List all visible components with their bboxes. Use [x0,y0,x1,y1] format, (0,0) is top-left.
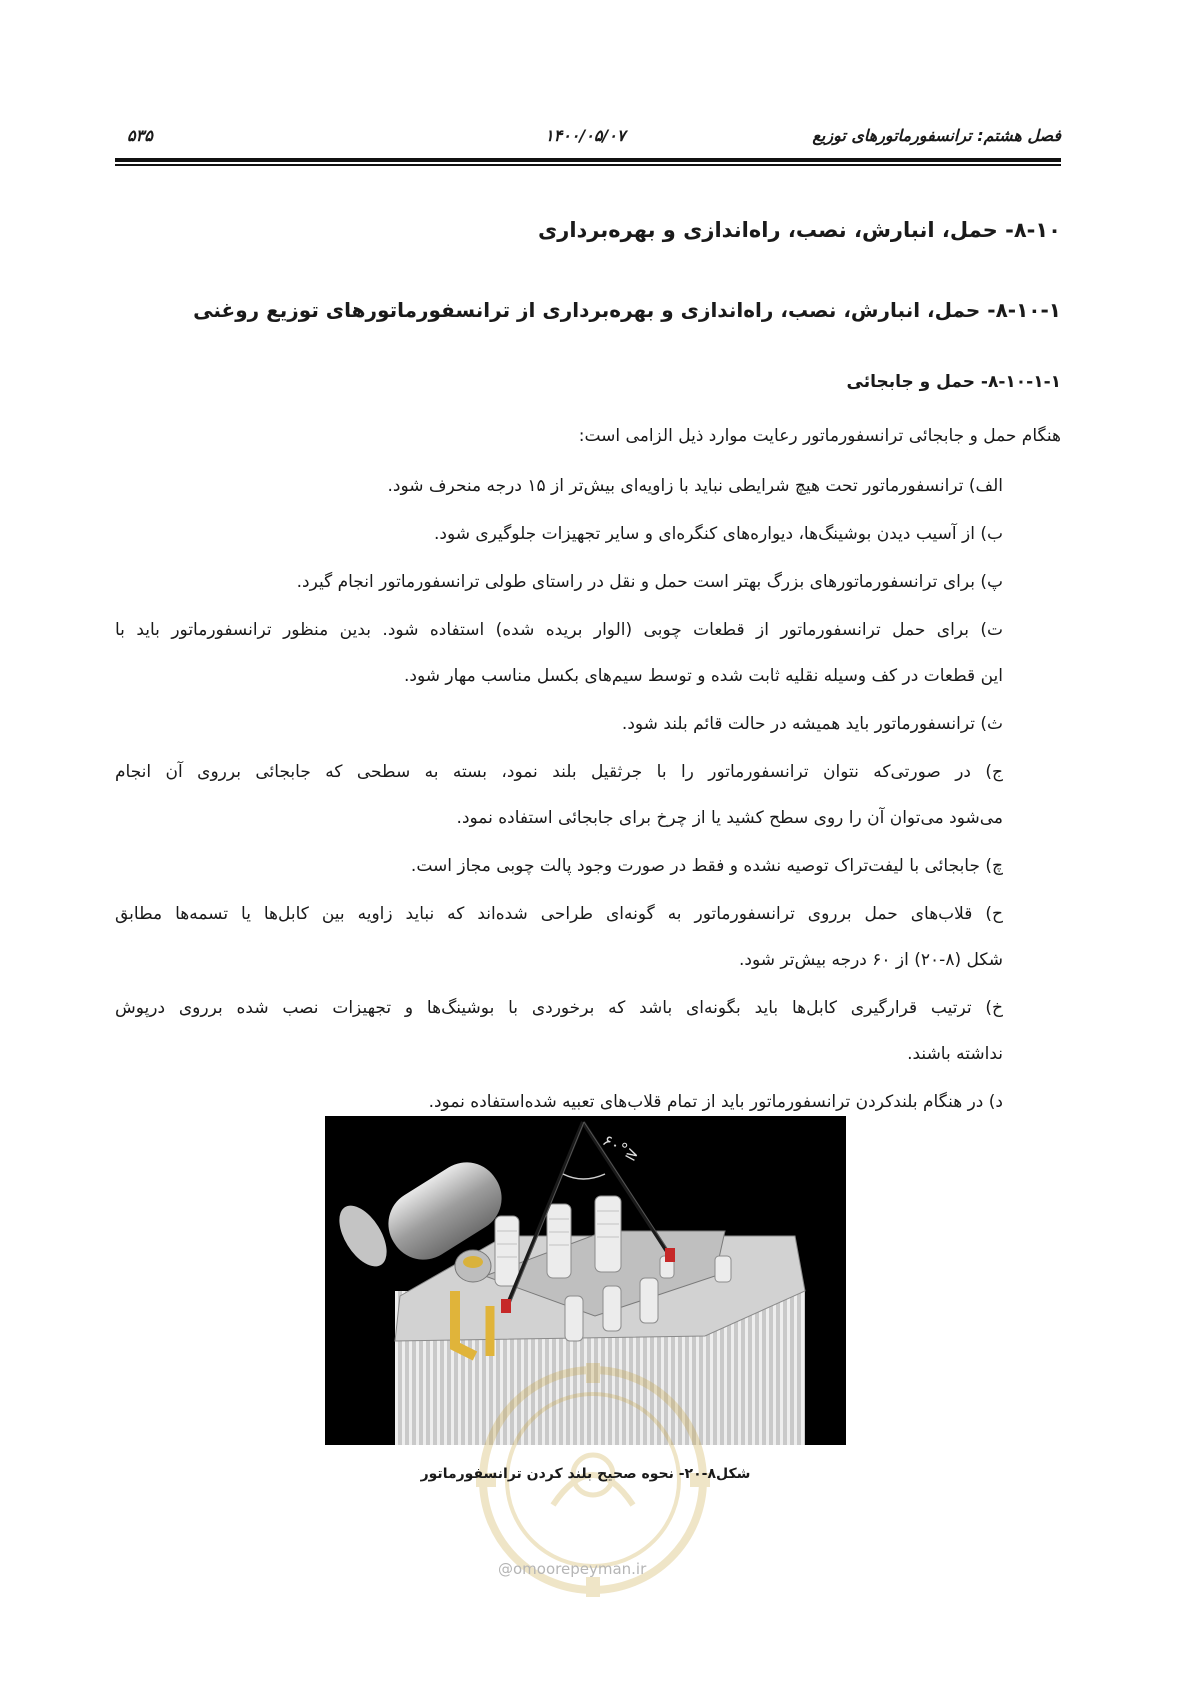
page-header [115,120,1061,150]
list-item-jim-line1: ج) در صورتی‌که نتوان ترانسفورماتور را با جرثقیل بلند نمود، بسته به سطحی که جابجائی برروی آن انجام [115,762,1003,782]
subsubsection-heading: ۸-۱۰-۱-۱- حمل و جابجائی [846,372,1061,392]
list-item-jim-line2: می‌شود می‌توان آن را روی سطح کشید یا از چرخ برای جابجائی استفاده نمود. [456,808,1003,828]
list-item-khe-line1: خ) ترتیب قرارگیری کابل‌ها باید بگونه‌ای باشد که برخوردی با بوشینگ‌ها و تجهیزات نصب شده برروی درپوش [115,998,1003,1018]
header-date: ۱۴۰۰/۰۵/۰۷ [545,126,626,145]
list-item-te-line1: ت) برای حمل ترانسفورماتور از قطعات چوبی (الوار بریده شده) استفاده شود. بدین منظور ترانسفورماتور باید با [115,620,1003,640]
list-item-dal: د) در هنگام بلندکردن ترانسفورماتور باید از تمام قلاب‌های تعبیه شده‌استفاده نمود. [428,1092,1003,1112]
header-rule-thick [115,158,1061,162]
list-item-se: ث) ترانسفورماتور باید همیشه در حالت قائم بلند شود. [621,714,1003,734]
list-item-pe: پ) برای ترانسفورماتورهای بزرگ بهتر است حمل و نقل در راستای طولی ترانسفورماتور انجام گیرد. [296,572,1003,592]
chapter-title: فصل هشتم: ترانسفورماتورهای توزیع [812,126,1061,145]
header-rule-thin [115,164,1061,166]
list-item-he-line2: شکل (۸-۲۰) از ۶۰ درجه بیش‌تر شود. [739,950,1003,970]
angle-label: ≤۶۰° [599,1130,643,1166]
list-item-be: ب) از آسیب دیدن بوشینگ‌ها، دیواره‌های کنگره‌ای و سایر تجهیزات جلوگیری شود. [433,524,1003,544]
page-number: ۵۳۵ [127,126,153,145]
figure-caption: شکل۸-۲۰- نحوه صحیح بلند کردن ترانسفورماتور [420,1466,751,1482]
list-item-te-line2: این قطعات در کف وسیله نقلیه ثابت شده و توسط سیم‌های بکسل مناسب مهار شود. [403,666,1003,686]
list-item-alef: الف) ترانسفورماتور تحت هیچ شرایطی نباید با زاویه‌ای بیش‌تر از ۱۵ درجه منحرف شود. [387,476,1003,496]
intro-paragraph: هنگام حمل و جابجائی ترانسفورماتور رعایت موارد ذیل الزامی است: [578,426,1061,446]
watermark-site: @omoorepeyman.ir [498,1560,647,1578]
list-item-he-line1: ح) قلاب‌های حمل برروی ترانسفورماتور به گونه‌ای طراحی شده‌اند که نباید زاویه بین کابل‌ها یا تسمه‌ها مطابق [115,904,1003,924]
section-heading: ۸-۱۰- حمل، انبارش، نصب، راه‌اندازی و بهره‌برداری [537,218,1061,242]
subsection-heading: ۸-۱۰-۱- حمل، انبارش، نصب، راه‌اندازی و بهره‌برداری از ترانسفورماتورهای توزیع روغنی [193,298,1061,322]
list-item-che: چ) جابجائی با لیفت‌تراک توصیه نشده و فقط در صورت وجود پالت چوبی مجاز است. [410,856,1003,876]
list-item-khe-line2: نداشته باشند. [907,1044,1003,1064]
